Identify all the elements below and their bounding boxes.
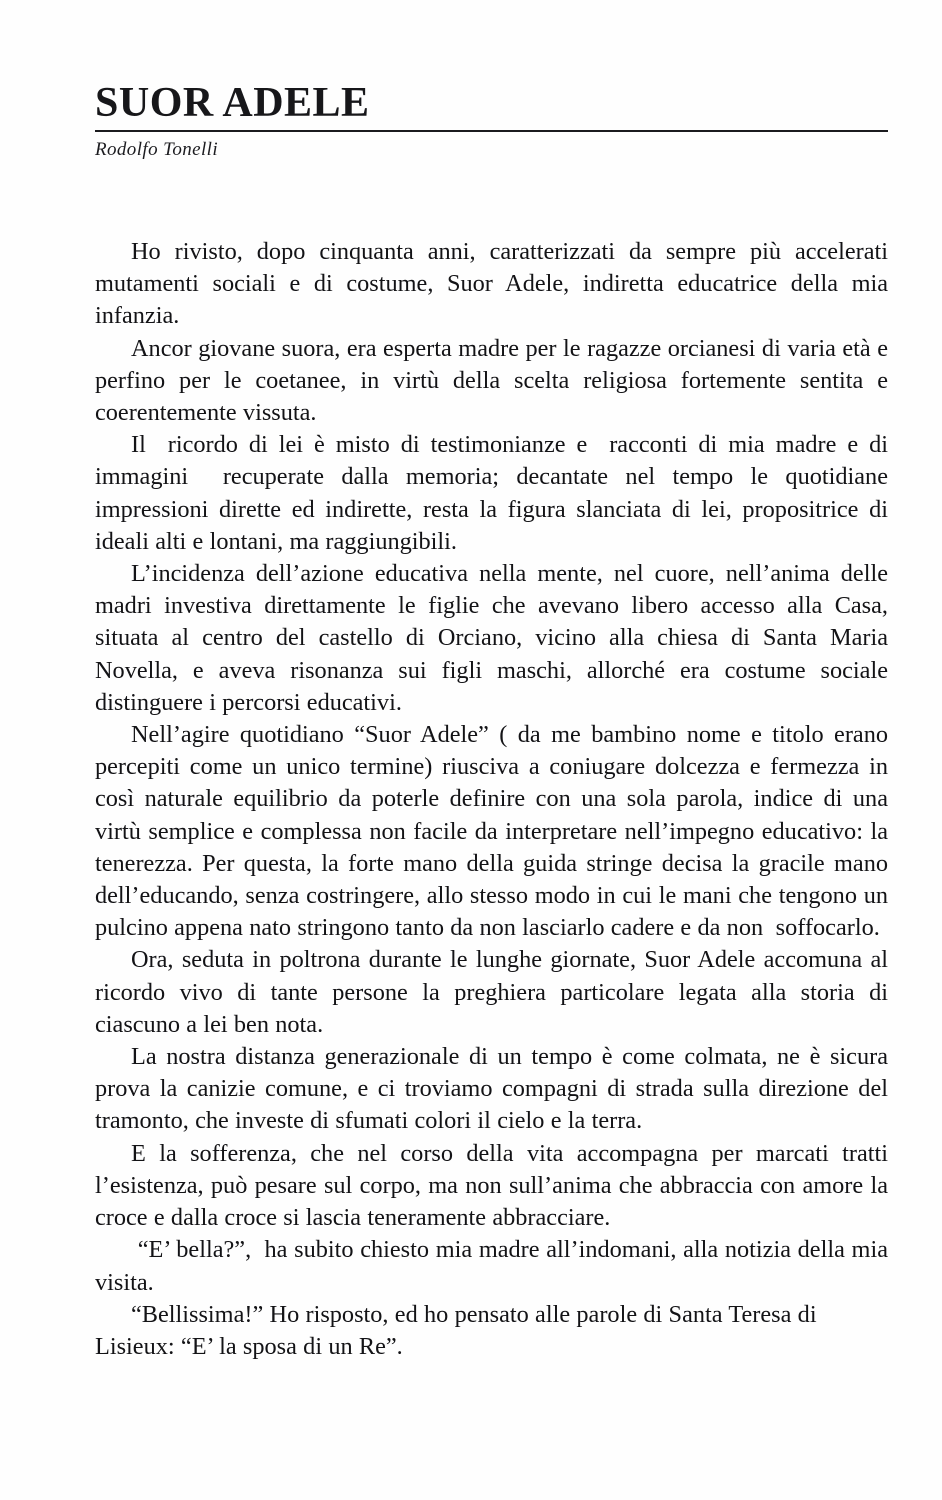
author-byline: Rodolfo Tonelli	[95, 139, 219, 160]
paragraph: “Bellissima!” Ho risposto, ed ho pensato alle parole di Santa Teresa di Lisieux: “E’ la sposa di un Re”.	[95, 1300, 823, 1360]
paragraph: Ho rivisto, dopo cinquanta anni, caratterizzati da sempre più accelerati mutamenti sociali e di costume, Suor Adele, indiretta educatrice della mia infanzia.	[95, 238, 895, 330]
paragraph: L’incidenza dell’azione educativa nella mente, nel cuore, nell’anima delle madri investiva direttamente le figlie che avevano libero accesso alla Casa, situata al centro del castello di Orciano, vicino alla chiesa di Santa Maria Novella, e aveva risonanza sui figli maschi, allorché era costume sociale distinguere i percorsi educativi.	[95, 560, 895, 716]
paragraph: E la sofferenza, che nel corso della vita accompagna per marcati tratti l’esistenza, può pesare sul corpo, ma non sull’anima che abbraccia con amore la croce e dalla croce si lascia teneramente abbracciare.	[95, 1139, 895, 1232]
page-content	[95, 80, 895, 1363]
paragraph: Ancor giovane suora, era esperta madre per le ragazze orcianesi di varia età e perfino per le coetanee, in virtù della scelta religiosa fortemente sentita e coerentemente vissuta.	[95, 334, 895, 427]
title-divider	[95, 130, 888, 132]
paragraph: Ora, seduta in poltrona durante le lunghe giornate, Suor Adele accomuna al ricordo vivo di tante persone la preghiera particolare legata alla storia di ciascuno a lei ben nota.	[95, 946, 895, 1038]
page-title: SUOR ADELE	[95, 80, 370, 126]
article-body	[95, 236, 895, 1363]
paragraph: “E’ bella?”, ha subito chiesto mia madre all’indomani, alla notizia della mia visita.	[95, 1236, 895, 1296]
paragraph: Nell’agire quotidiano “Suor Adele” ( da me bambino nome e titolo erano percepiti come un unico termine) riusciva a coniugare dolcezza e fermezza in così naturale equilibrio da poterle definire con una sola parola, indice di una virtù semplice e complessa non facile da interpretare nell’impegno educativo: la tenerezza. Per questa, la forte mano della guida stringe decisa la gracile mano dell’educando, senza costringere, allo stesso modo in cui le mani che tengono un pulcino appena nato stringono tanto da non lasciarlo cadere e da non soffocarlo.	[95, 721, 895, 942]
paragraph: La nostra distanza generazionale di un tempo è come colmata, ne è sicura prova la canizie comune, e ci troviamo compagni di strada sulla direzione del tramonto, che investe di sfumati colori il cielo e la terra.	[95, 1043, 895, 1135]
paragraph: Il ricordo di lei è misto di testimonianze e racconti di mia madre e di immagini recuperate dalla memoria; decantate nel tempo le quotidiane impressioni dirette ed indirette, resta la figura slanciata di lei, propositrice di ideali alti e lontani, ma raggiungibili.	[95, 431, 895, 555]
